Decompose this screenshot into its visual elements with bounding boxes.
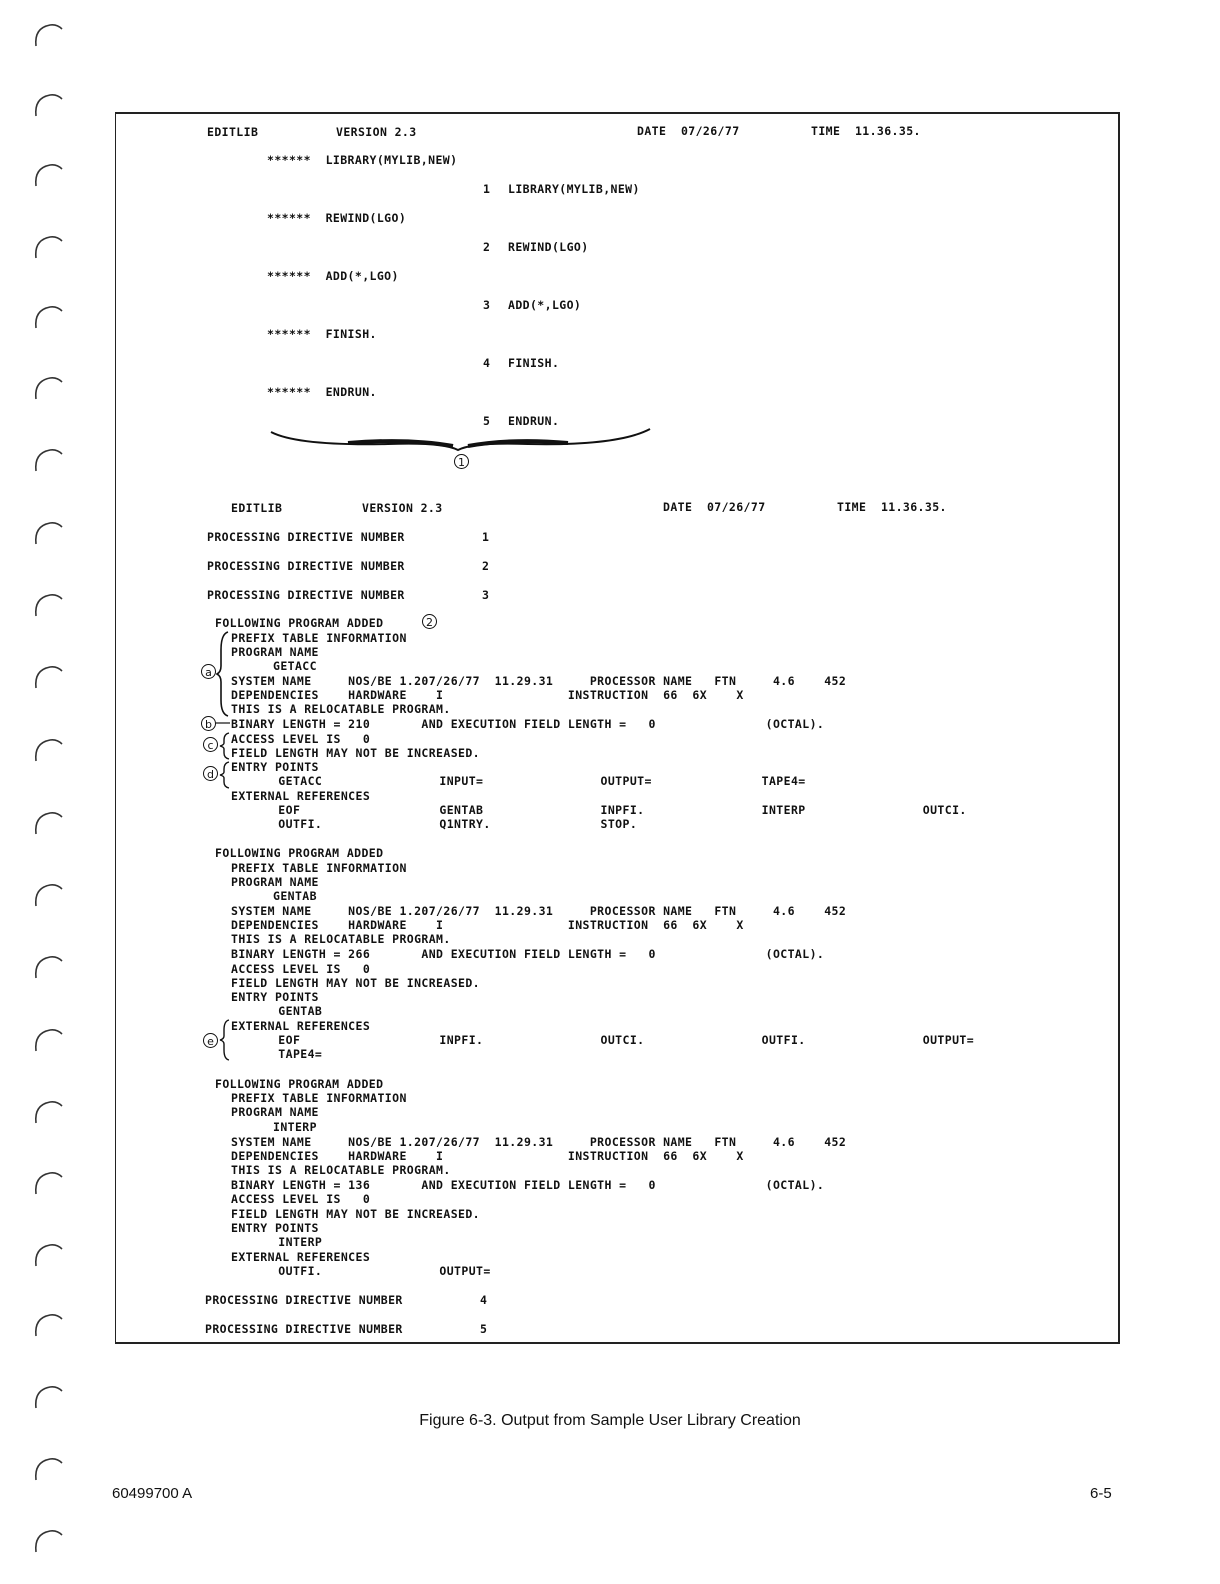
echo-text: ENDRUN. — [508, 414, 560, 428]
brace-icon — [219, 760, 231, 790]
echo-text: LIBRARY(MYLIB,NEW) — [508, 182, 640, 196]
field-length-line: FIELD LENGTH MAY NOT BE INCREASED. — [231, 1207, 481, 1221]
echo-command: ****** ADD(*,LGO) — [267, 269, 399, 283]
binder-hole-icon — [30, 160, 64, 190]
program-name-label: PROGRAM NAME — [231, 645, 319, 659]
entry-points-label: ENTRY POINTS — [231, 760, 319, 774]
external-refs: TAPE4= — [249, 1047, 323, 1061]
binder-hole-icon — [30, 880, 64, 910]
arrow-dash-icon — [216, 716, 230, 730]
binary-length-line: BINARY LENGTH = 266 AND EXECUTION FIELD LENGTH = 0 (OCTAL). — [231, 947, 825, 961]
dependencies-line: DEPENDENCIES HARDWARE I INSTRUCTION 66 6X X — [231, 688, 744, 702]
program-name-label: PROGRAM NAME — [231, 1105, 319, 1119]
binder-hole-icon — [30, 1526, 64, 1556]
binder-hole-icon — [30, 232, 64, 262]
binder-hole-icon — [30, 518, 64, 548]
field-length-line: FIELD LENGTH MAY NOT BE INCREASED. — [231, 976, 481, 990]
page-number: 6-5 — [1090, 1485, 1112, 1502]
access-level-line: ACCESS LEVEL IS 0 — [231, 732, 371, 746]
directive-label: PROCESSING DIRECTIVE NUMBER — [207, 588, 405, 602]
header-program: EDITLIB — [207, 125, 259, 139]
prefix-table: PREFIX TABLE INFORMATION — [231, 861, 407, 875]
directive-number: 2 — [482, 559, 490, 573]
binder-hole-icon — [30, 1454, 64, 1484]
binder-hole-icon — [30, 590, 64, 620]
echo-text: FINISH. — [508, 356, 560, 370]
system-line: SYSTEM NAME NOS/BE 1.207/26/77 11.29.31 PROCESSOR NAME FTN 4.6 452 — [231, 1135, 847, 1149]
relocatable-line: THIS IS A RELOCATABLE PROGRAM. — [231, 932, 451, 946]
program-added: FOLLOWING PROGRAM ADDED — [215, 616, 384, 630]
binder-hole-icon — [30, 1382, 64, 1412]
callout-2: 2 — [422, 614, 437, 629]
echo-text: ADD(*,LGO) — [508, 298, 582, 312]
echo-number: 5 — [483, 414, 491, 428]
echo-command: ****** ENDRUN. — [267, 385, 377, 399]
program-added: FOLLOWING PROGRAM ADDED — [215, 846, 384, 860]
callout-c: c — [203, 737, 218, 752]
callout-1: 1 — [454, 454, 469, 469]
callout-e: e — [203, 1033, 218, 1048]
access-level-line: ACCESS LEVEL IS 0 — [231, 962, 371, 976]
echo-command: ****** REWIND(LGO) — [267, 211, 407, 225]
header-time: TIME 11.36.35. — [837, 500, 947, 514]
binder-hole-icon — [30, 808, 64, 838]
directive-number: 4 — [480, 1293, 488, 1307]
callout-a: a — [201, 664, 216, 679]
entry-points-label: ENTRY POINTS — [231, 1221, 319, 1235]
prefix-table: PREFIX TABLE INFORMATION — [231, 631, 407, 645]
echo-command: ****** LIBRARY(MYLIB,NEW) — [267, 153, 458, 167]
external-refs-label: EXTERNAL REFERENCES — [231, 1250, 371, 1264]
brace-icon — [219, 731, 231, 761]
access-level-line: ACCESS LEVEL IS 0 — [231, 1192, 371, 1206]
header-version: VERSION 2.3 — [336, 125, 417, 139]
system-line: SYSTEM NAME NOS/BE 1.207/26/77 11.29.31 PROCESSOR NAME FTN 4.6 452 — [231, 904, 847, 918]
echo-number: 1 — [483, 182, 491, 196]
entry-points: INTERP — [249, 1235, 323, 1249]
binder-hole-icon — [30, 952, 64, 982]
directive-label: PROCESSING DIRECTIVE NUMBER — [207, 530, 405, 544]
figure-caption: Figure 6-3. Output from Sample User Library Creation — [419, 1412, 801, 1429]
binder-hole-icon — [30, 1025, 64, 1055]
program-name: INTERP — [273, 1120, 317, 1134]
directive-number: 3 — [482, 588, 490, 602]
dependencies-line: DEPENDENCIES HARDWARE I INSTRUCTION 66 6X X — [231, 918, 744, 932]
brace-icon — [219, 1018, 231, 1062]
directive-label: PROCESSING DIRECTIVE NUMBER — [205, 1322, 403, 1336]
binder-hole-icon — [30, 302, 64, 332]
echo-command: ****** FINISH. — [267, 327, 377, 341]
horizontal-brace-icon — [268, 424, 653, 454]
binder-hole-icon — [30, 1240, 64, 1270]
document-number: 60499700 A — [112, 1485, 193, 1502]
binder-hole-icon — [30, 662, 64, 692]
echo-text: REWIND(LGO) — [508, 240, 589, 254]
directive-label: PROCESSING DIRECTIVE NUMBER — [207, 559, 405, 573]
echo-number: 3 — [483, 298, 491, 312]
dependencies-line: DEPENDENCIES HARDWARE I INSTRUCTION 66 6X X — [231, 1149, 744, 1163]
directive-number: 1 — [482, 530, 490, 544]
header-time: TIME 11.36.35. — [811, 124, 921, 138]
echo-number: 2 — [483, 240, 491, 254]
program-name: GENTAB — [273, 889, 317, 903]
entry-points: GENTAB — [249, 1004, 323, 1018]
binary-length-line: BINARY LENGTH = 136 AND EXECUTION FIELD LENGTH = 0 (OCTAL). — [231, 1178, 825, 1192]
binder-hole-icon — [30, 445, 64, 475]
external-refs: EOF INPFI. OUTCI. OUTFI. OUTPUT= — [249, 1033, 975, 1047]
binder-hole-icon — [30, 1168, 64, 1198]
external-refs: EOF GENTAB INPFI. INTERP OUTCI. — [249, 803, 967, 817]
field-length-line: FIELD LENGTH MAY NOT BE INCREASED. — [231, 746, 481, 760]
brace-icon — [216, 630, 230, 718]
binder-hole-icon — [30, 90, 64, 120]
binder-hole-icon — [30, 1097, 64, 1127]
system-line: SYSTEM NAME NOS/BE 1.207/26/77 11.29.31 PROCESSOR NAME FTN 4.6 452 — [231, 674, 847, 688]
prefix-table: PREFIX TABLE INFORMATION — [231, 1091, 407, 1105]
external-refs: OUTFI. OUTPUT= — [249, 1264, 491, 1278]
relocatable-line: THIS IS A RELOCATABLE PROGRAM. — [231, 702, 451, 716]
binder-hole-icon — [30, 20, 64, 50]
binder-hole-icon — [30, 1310, 64, 1340]
directive-label: PROCESSING DIRECTIVE NUMBER — [205, 1293, 403, 1307]
program-name: GETACC — [273, 659, 317, 673]
program-name-label: PROGRAM NAME — [231, 875, 319, 889]
external-refs-label: EXTERNAL REFERENCES — [231, 789, 371, 803]
external-refs-label: EXTERNAL REFERENCES — [231, 1019, 371, 1033]
entry-points-label: ENTRY POINTS — [231, 990, 319, 1004]
binder-hole-icon — [30, 373, 64, 403]
binder-hole-icon — [30, 735, 64, 765]
header-date: DATE 07/26/77 — [663, 500, 766, 514]
directive-number: 5 — [480, 1322, 488, 1336]
binary-length-line: BINARY LENGTH = 210 AND EXECUTION FIELD LENGTH = 0 (OCTAL). — [231, 717, 825, 731]
program-added: FOLLOWING PROGRAM ADDED — [215, 1077, 384, 1091]
echo-number: 4 — [483, 356, 491, 370]
header-date: DATE 07/26/77 — [637, 124, 740, 138]
header-program: EDITLIB — [231, 501, 283, 515]
callout-b: b — [201, 716, 216, 731]
callout-d: d — [203, 766, 218, 781]
external-refs: OUTFI. Q1NTRY. STOP. — [249, 817, 638, 831]
entry-points: GETACC INPUT= OUTPUT= TAPE4= — [249, 774, 806, 788]
header-version: VERSION 2.3 — [362, 501, 443, 515]
relocatable-line: THIS IS A RELOCATABLE PROGRAM. — [231, 1163, 451, 1177]
